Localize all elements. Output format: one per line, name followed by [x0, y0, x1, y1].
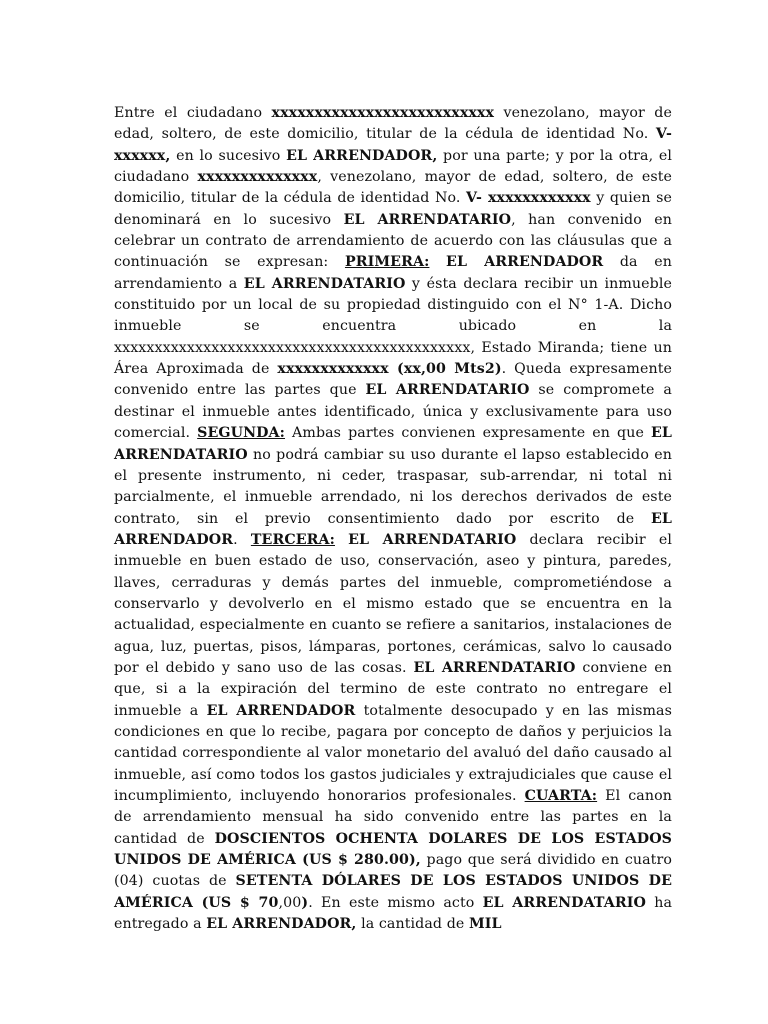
bold-text: V-xxxxxx, [114, 126, 672, 164]
bold-text: EL ARRENDADOR [446, 254, 604, 271]
bold-text: EL ARRENDATARIO [343, 211, 512, 228]
bold-text: EL ARRENDATARIO [348, 531, 517, 548]
body-text-run: da en arrendamiento a [114, 254, 672, 292]
body-text-run: venezolano, mayor de edad, soltero, de este domicilio, titular de la cédula de identidad No. [114, 105, 672, 143]
bold-text: EL ARRENDATARIO [413, 659, 576, 676]
bold-text: DOSCIENTOS OCHENTA DOLARES DE LOS ESTADOS UNIDOS DE AMÉRICA (US $ 280.00), [114, 830, 672, 869]
bold-text: xxxxxxxxxxxxxx [197, 169, 318, 186]
bold-text: EL ARRENDADOR, [286, 147, 438, 164]
body-text-run [429, 254, 446, 270]
body-text-run: se compromete a destinar el inmueble antes identificado, única y exclusivamente para uso comercial. [114, 382, 672, 442]
bold-text: EL ARRENDADOR [206, 702, 356, 719]
clause-heading: CUARTA: [524, 788, 598, 804]
body-text-run: , han convenido en celebrar un contrato de arrendamiento de acuerdo con las cláusulas que a continuación se expresan: [114, 211, 672, 271]
body-text-run: totalmente desocupado y en las mismas condiciones en que lo recibe, pagara por concepto de daños y perjuicios la cantidad correspondiente al valor monetario del avaluó del daño causado al inmueble, así como todos los gastos judiciales y extrajudiciales que cause el incumplimiento, incluyendo honorarios profesionales. [114, 702, 672, 804]
body-text-run: , venezolano, mayor de edad, soltero, de este domicilio, titular de la cédula de identidad No. [114, 169, 672, 207]
body-text-run: . Queda expresamente convenido entre las partes que [114, 361, 672, 399]
body-text-run: . En este mismo acto [308, 894, 483, 911]
bold-text: EL ARRENDADOR, [206, 916, 357, 933]
bold-text: EL ARRENDADOR [114, 510, 672, 548]
body-text-run: pago que será dividido en cuatro (04) cuotas de [114, 852, 672, 890]
bold-text: EL ARRENDATARIO [365, 382, 530, 399]
body-text-run: por una parte; y por la otra, el ciudadano [114, 147, 673, 186]
body-text-run: declara recibir el inmueble en buen estado de uso, conservación, aseo y pintura, paredes, llaves, cerraduras y demás partes del inmueble, comprometiéndose a conservarlo y devolverlo en el mismo estado que se encuentra en la actualidad, especialmente en cuanto se refiere a sanitarios, instalaciones de agua, luz, puertas, pisos, lámparas, portones, cerámicas, salvo lo causado por el debido y sano uso de las cosas. [114, 531, 672, 676]
bold-text: V- xxxxxxxxxxxx [465, 190, 591, 207]
bold-text: EL ARRENDATARIO [114, 425, 672, 463]
body-text-run: en lo sucesivo [170, 147, 287, 164]
body-text-run: ,00 [278, 894, 302, 911]
bold-text: xxxxxxxxxxxxx (xx,00 Mts2) [277, 361, 502, 378]
body-text-run: y ésta declara recibir un inmueble constituido por un local de su propiedad distinguido con el N° 1-A. Dicho inmueble se encuentra ubicado en la xxxxxxxxxxxxxxxxxxxxxxxxxxxxxxxxxxxxxxxxxxxx, Estado Miranda; tiene un Área Aproximada de [114, 275, 672, 378]
body-text-run [335, 532, 348, 548]
bold-text: SETENTA DÓLARES DE LOS ESTADOS UNIDOS DE AMÉRICA (US $ 70 [114, 873, 672, 911]
body-text-run: y quien se denominará en lo sucesivo [114, 190, 672, 228]
bold-text: MIL [469, 916, 502, 933]
clause-heading: PRIMERA: [344, 254, 430, 271]
contract-body-text [114, 103, 672, 935]
bold-text: ) [301, 894, 309, 911]
body-text-run: conviene en que, si a la expiración del termino de este contrato no entregare el inmueble a [114, 659, 672, 719]
bold-text: EL ARRENDATARIO [243, 275, 406, 292]
body-text-run: la cantidad de [356, 916, 469, 933]
clause-heading: SEGUNDA: [197, 425, 286, 442]
bold-text: xxxxxxxxxxxxxxxxxxxxxxxxxx [271, 105, 495, 121]
body-text-run: . [233, 531, 251, 548]
body-text-run: El canon de arrendamiento mensual ha sido convenido entre las partes en la cantidad de [114, 788, 672, 847]
body-text-run: ha entregado a [114, 894, 673, 933]
body-text-run: Entre el ciudadano [114, 105, 272, 121]
body-text-run: no podrá cambiar su uso durante el lapso establecido en el presente instrumento, ni ceder, traspasar, sub-arrendar, ni total ni parcialmente, el inmueble arrendado, ni los derechos derivados de este contrato, sin el previo consentimiento dado por escrito de [114, 446, 672, 527]
clause-heading: TERCERA: [250, 531, 335, 548]
bold-text: EL ARRENDATARIO [482, 894, 646, 911]
body-text-run: Ambas partes convienen expresamente en que [285, 425, 651, 442]
